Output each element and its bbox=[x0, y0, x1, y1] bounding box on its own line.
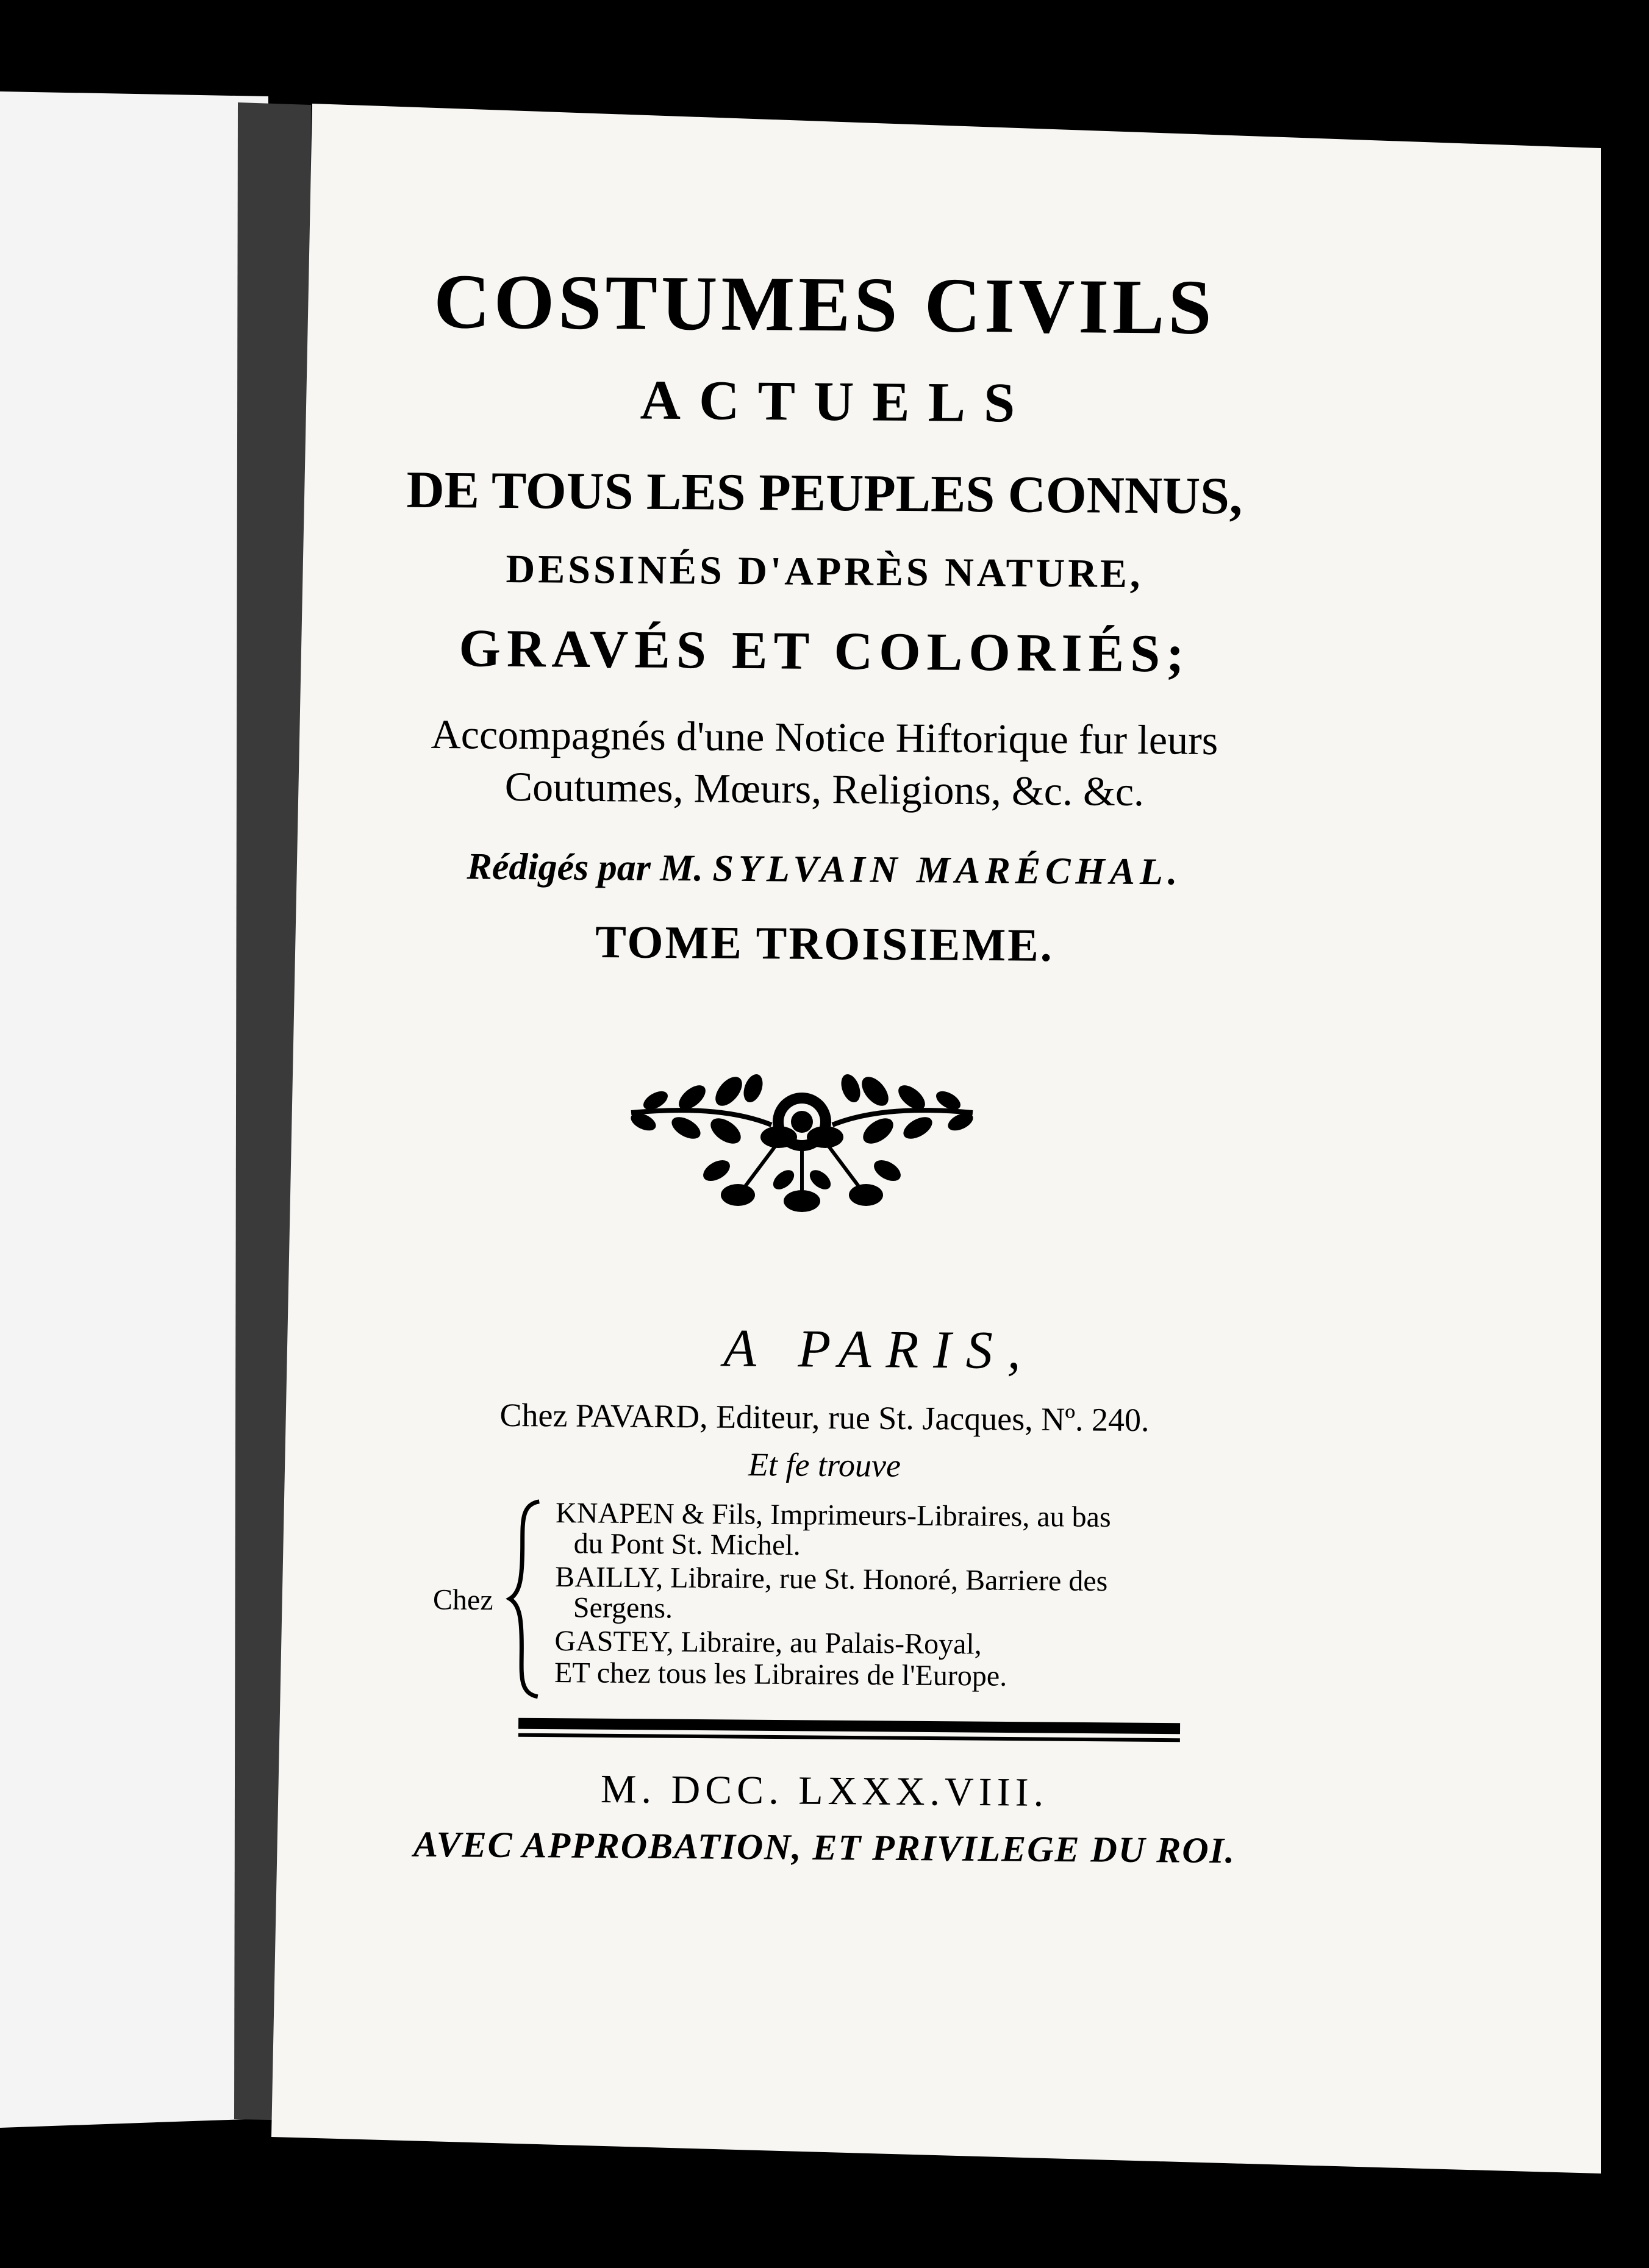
notice-line-2: Coutumes, Mœurs, Religions, &c. &c. bbox=[504, 763, 1145, 815]
sellers-chez-label: Chez bbox=[432, 1583, 493, 1617]
imprint-publisher: Chez PAVARD, Editeur, rue St. Jacques, Nº. 240. bbox=[499, 1396, 1150, 1439]
sellers-block bbox=[432, 1497, 1300, 1705]
seller-line: ET chez tous les Libraires de l'Europe. bbox=[554, 1656, 1007, 1692]
title-actuels: ACTUELS bbox=[640, 368, 1034, 434]
imprint-privilege: AVEC APPROBATION, ET PRIVILEGE DU ROI. bbox=[413, 1824, 1236, 1871]
title-peuples: DE TOUS LES PEUPLES CONNUS, bbox=[406, 460, 1243, 526]
curly-brace-icon bbox=[504, 1498, 549, 1700]
imprint-place: A PARIS, bbox=[723, 1319, 1036, 1381]
imprint-date: M. DCC. LXXX.VIII. bbox=[600, 1767, 1049, 1815]
seller-line: Sergens. bbox=[573, 1591, 673, 1625]
seller-line: BAILLY, Libraire, rue St. Honoré, Barriere des bbox=[555, 1560, 1108, 1598]
volume-label: TOME TROISIEME. bbox=[595, 916, 1054, 971]
editor-name: SYLVAIN MARÉCHAL. bbox=[712, 847, 1182, 893]
seller-line: du Pont St. Michel. bbox=[573, 1527, 801, 1562]
seller-line: GASTEY, Libraire, au Palais-Royal, bbox=[554, 1624, 982, 1661]
seller-line: KNAPEN & Fils, Imprimeurs-Libraires, au bas bbox=[555, 1496, 1111, 1534]
floral-ornament-icon bbox=[619, 1064, 985, 1216]
notice-line-1: Accompagnés d'une Notice Hiftorique fur leurs bbox=[431, 710, 1218, 764]
title-dessines: DESSINÉS D'APRÈS NATURE, bbox=[506, 546, 1143, 597]
title-main: COSTUMES CIVILS bbox=[433, 257, 1216, 351]
imprint-also-found: Et fe trouve bbox=[748, 1446, 901, 1484]
title-graves: GRAVÉS ET COLORIÉS; bbox=[459, 619, 1190, 684]
editor-prefix: Rédigés par M. bbox=[467, 846, 704, 890]
